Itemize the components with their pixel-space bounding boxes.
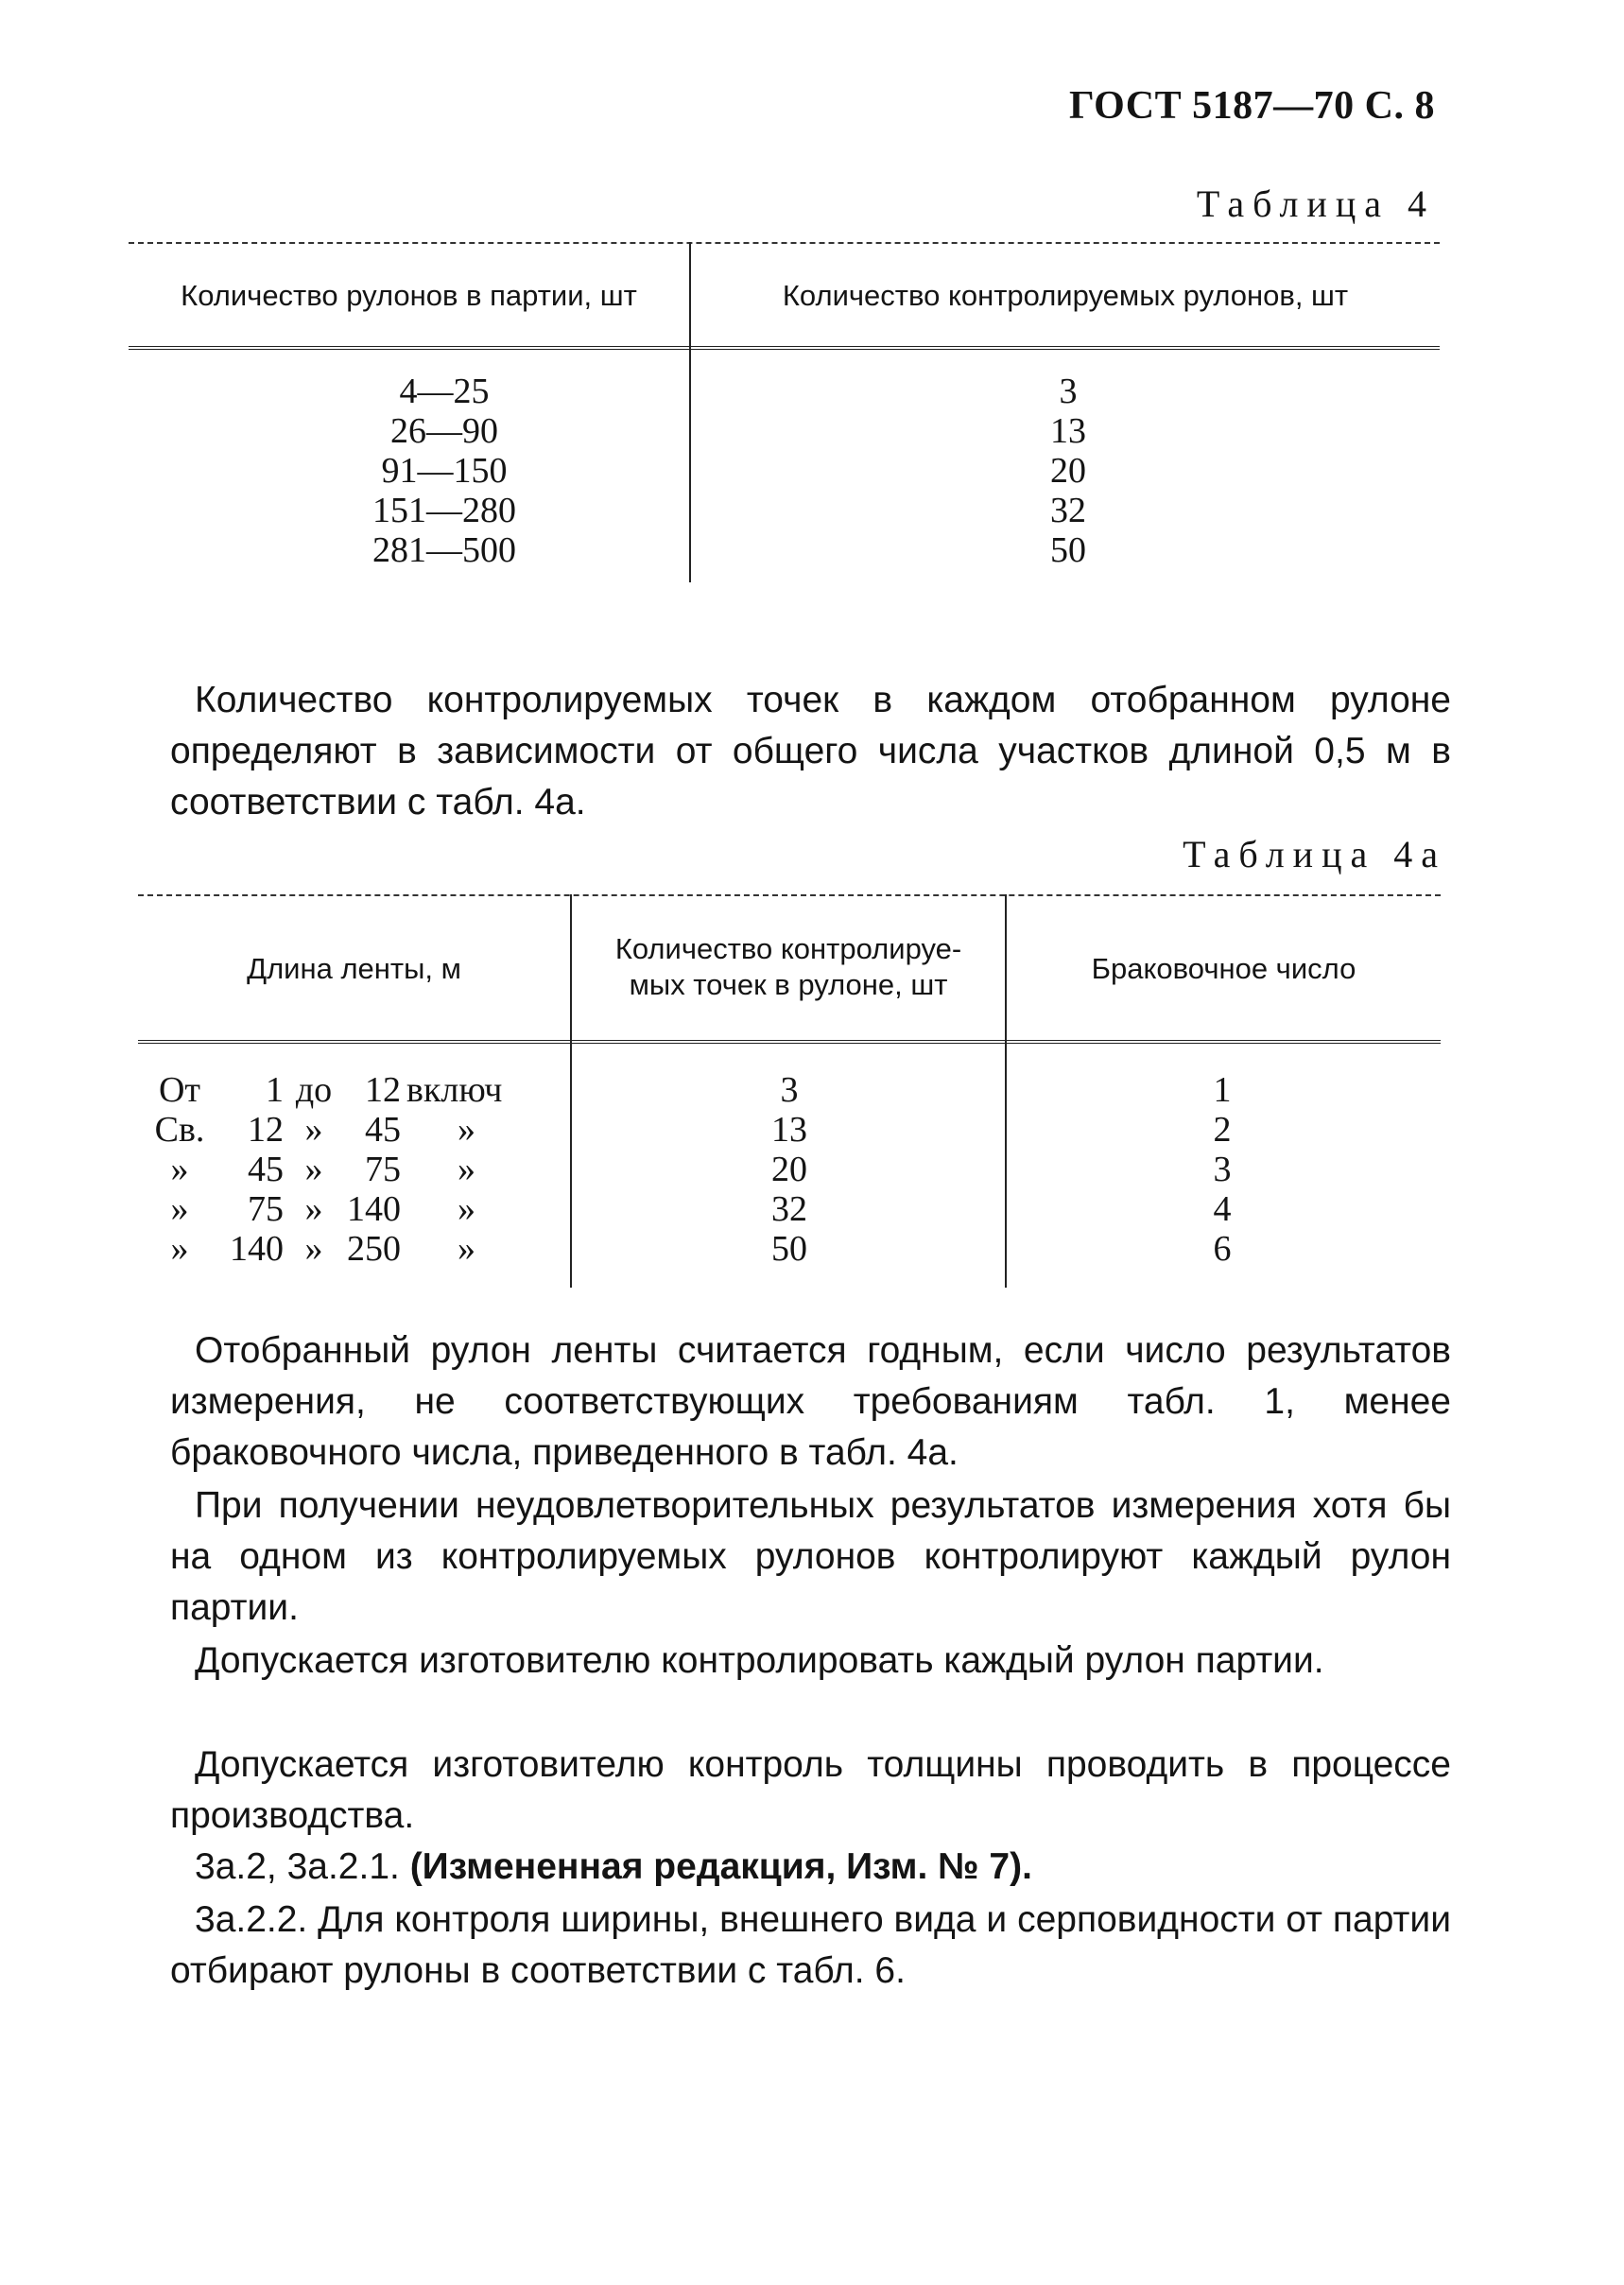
table-cell: 32: [771, 1189, 807, 1229]
table4-caption: Таблица 4: [1196, 182, 1435, 225]
paragraph-points: Количество контролируемых точек в каждом отобранном рулоне определяют в зависимости от общего числа участков длиной 0,5 м в соответствии с табл. 4а.: [170, 680, 1451, 822]
amendment-note: (Измененная редакция, Изм. № 7).: [409, 1846, 1032, 1887]
table-cell: 20: [771, 1150, 807, 1189]
paragraph-1: Отобранный рулон ленты считается годным, если число результатов измерения, не соответствующих требованиям табл. 1, менее браковочного числа, приведенного в табл. 4а.: [170, 1330, 1451, 1473]
table-cell: 151—280: [372, 491, 516, 530]
table4-col2: [1021, 372, 1115, 570]
table4a-header-rule: [138, 1040, 1441, 1044]
table4-col1-header: Количество рулонов в партии, шт: [181, 279, 637, 312]
table4a-len-from: 1 12 45 75 140: [230, 1070, 284, 1269]
table4a-col2: [747, 1070, 832, 1269]
table-cell: 32: [1050, 491, 1086, 530]
paragraph-2: При получении неудовлетворительных результатов измерения хотя бы на одном из контролируемых рулонов контролируют каждый рулон партии.: [170, 1485, 1451, 1628]
table-cell: 2: [1213, 1110, 1232, 1150]
table4a-col3: [1184, 1070, 1260, 1269]
table-cell: 4: [1213, 1189, 1232, 1229]
table-cell: 3: [780, 1070, 799, 1110]
table4-header-rule: [129, 346, 1440, 350]
table4a-len-prefix: От Св. » » »: [154, 1070, 205, 1269]
table-cell: 3: [1059, 372, 1078, 411]
table-cell: 13: [1050, 411, 1086, 451]
table4a-len-to-word: до » » » »: [295, 1070, 333, 1269]
table4a-col1-header: Длина ленты, м: [247, 952, 461, 985]
paragraph-3: Допускается изготовителю контролировать каждый рулон партии.: [195, 1640, 1324, 1681]
table4a-col2-header: Количество контролируе- мых точек в рулоне, шт: [614, 932, 962, 1001]
table-cell: 91—150: [381, 451, 508, 491]
table-cell: 50: [1050, 530, 1086, 570]
table4a-len-suffix: включ » » » »: [406, 1070, 503, 1269]
table-cell: 26—90: [390, 411, 498, 451]
table-cell: 281—500: [372, 530, 516, 570]
table4a-caption: Таблица 4а: [1183, 833, 1446, 875]
table4-col1: [359, 372, 529, 570]
paragraph-4: Допускается изготовителю контроль толщины проводить в процессе производства.: [170, 1744, 1451, 1836]
paragraph-5: 3а.2, 3а.2.1. (Измененная редакция, Изм. № 7).: [195, 1846, 1032, 1887]
table4-top-rule: [129, 242, 1440, 244]
table4a-len-to: 12 45 75 140 250: [347, 1070, 401, 1269]
table4-col2-header: Количество контролируемых рулонов, шт: [782, 279, 1349, 312]
table4a-top-rule: [138, 894, 1441, 896]
table-cell: 6: [1213, 1229, 1232, 1269]
table-cell: 3: [1213, 1150, 1232, 1189]
table-cell: 13: [771, 1110, 807, 1150]
page-header: ГОСТ 5187—70 С. 8: [1068, 84, 1435, 128]
table-cell: 1: [1213, 1070, 1232, 1110]
table-cell: 20: [1050, 451, 1086, 491]
paragraph-6: 3а.2.2. Для контроля ширины, внешнего вида и серповидности от партии отбирают рулоны в соответствии с табл. 6.: [170, 1899, 1451, 1991]
table-cell: 4—25: [399, 372, 490, 411]
table4a-col3-header: Браковочное число: [1091, 952, 1356, 985]
table-cell: 50: [771, 1229, 807, 1269]
